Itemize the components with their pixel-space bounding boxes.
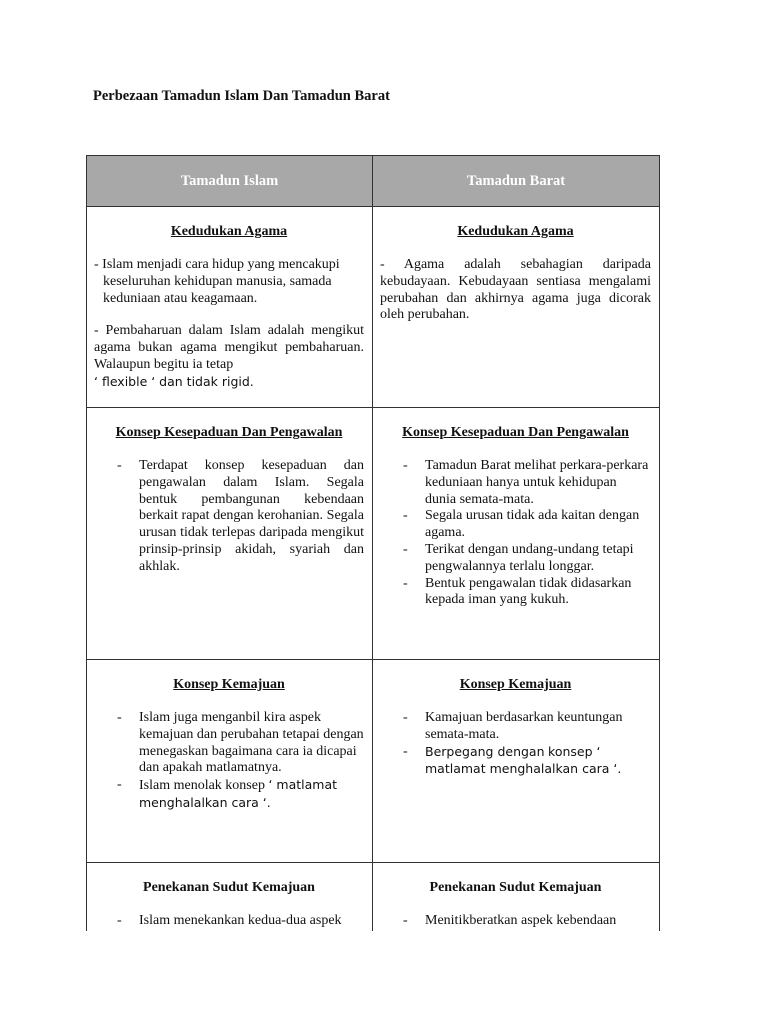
bullet: - <box>403 710 408 725</box>
paragraph-line: keseluruhan kehidupan manusia, samada <box>103 273 332 289</box>
section-heading: Konsep Kemajuan <box>173 677 285 692</box>
section-heading: Penekanan Sudut Kemajuan <box>143 880 315 895</box>
list-item: - Terdapat konsep kesepaduan dan pengawalan dalam Islam. Segala bentuk pembangunan kebendaan berkait rapat dengan kerohanian. Segala urusan tidak terlepas daripada mengikut prinsip-prinsip akidah, syariah dan akhlak. <box>117 458 364 574</box>
list-item: - Menitikberatkan aspek kebendaan <box>403 913 617 928</box>
cell-barat-kemajuan <box>373 660 659 863</box>
list-item: - Kamajuan berdasarkan keuntungan semata-mata. <box>403 710 623 742</box>
cell-barat-kedudukan-agama <box>373 207 659 408</box>
header-tamadun-islam: Tamadun Islam <box>87 156 373 207</box>
bullet: - <box>403 575 408 591</box>
section-heading: Kedudukan Agama <box>457 224 574 239</box>
paragraph: - Pembaharuan dalam Islam adalah mengikut agama bukan agama mengikut pembaharuan. Walaupun begitu ia tetap <box>94 323 364 372</box>
bullet: - <box>403 541 408 557</box>
list-item: - Islam menekankan kedua-dua aspek <box>117 913 342 928</box>
bullet: - <box>403 743 408 759</box>
bullet: - <box>117 710 122 725</box>
list-item: - Bentuk pengawalan tidak didasarkan kepada iman yang kukuh. <box>403 575 632 608</box>
cell-islam-kemajuan <box>87 660 373 863</box>
cell-islam-kesepaduan <box>87 408 373 660</box>
paragraph-line: - Islam menjadi cara hidup yang mencakupi <box>94 257 340 272</box>
list-item: - Islam menolak konsep ‘ matlamat menghalalkan cara ‘. <box>117 777 338 810</box>
document-title: Perbezaan Tamadun Islam Dan Tamadun Barat <box>93 88 390 104</box>
cell-barat-kesepaduan <box>373 408 659 660</box>
list-item: - Berpegang dengan konsep ‘ matlamat menghalalkan cara ‘. <box>403 743 622 777</box>
cell-islam-penekanan <box>87 863 373 931</box>
bullet: - <box>403 913 408 928</box>
section-heading: Konsep Kesepaduan Dan Pengawalan <box>402 425 629 440</box>
bullet: - <box>403 508 408 524</box>
list-item: - Tamadun Barat melihat perkara-perkara keduniaan hanya untuk kehidupan dunia semata-mata. <box>403 458 649 507</box>
section-heading: Konsep Kemajuan <box>459 677 572 692</box>
section-heading: Konsep Kesepaduan Dan Pengawalan <box>115 425 343 440</box>
list-item: - Segala urusan tidak ada kaitan dengan agama. <box>403 508 640 541</box>
section-heading: Penekanan Sudut Kemajuan <box>429 880 602 895</box>
bullet: - <box>117 458 122 473</box>
section-heading: Kedudukan Agama <box>170 224 288 239</box>
cell-islam-kedudukan-agama <box>87 207 373 408</box>
cell-barat-penekanan <box>373 863 659 931</box>
bullet: - <box>403 458 408 473</box>
paragraph-line: keduniaan atau keagamaan. <box>103 290 258 306</box>
list-item: - Terikat dengan undang-undang tetapi pengwalannya terlalu longgar. <box>403 541 634 574</box>
list-item: - Islam juga menganbil kira aspek kemajuan dan perubahan tetapai dengan menegaskan bagaimana cara ia dicapai dan apakah matlamatnya. <box>117 710 364 776</box>
bullet: - <box>117 777 122 793</box>
bullet: - <box>117 913 122 928</box>
comparison-table <box>86 155 660 931</box>
paragraph-line: ‘ flexible ‘ dan tidak rigid. <box>94 373 254 389</box>
paragraph: - Agama adalah sebahagian daripada kebudayaan. Kebudayaan sentiasa mengalami perubahan dan akhirnya agama juga dicorak oleh perubahan. <box>380 257 651 323</box>
header-tamadun-barat: Tamadun Barat <box>373 156 659 207</box>
